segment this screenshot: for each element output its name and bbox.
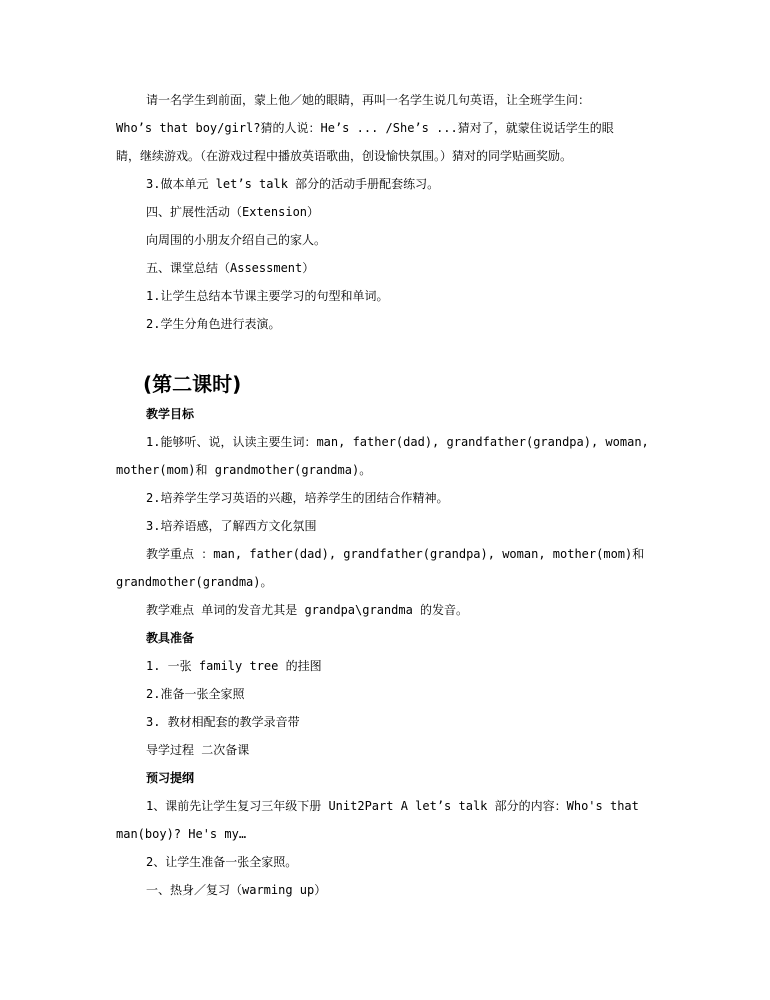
list-item: 3.做本单元 let’s talk 部分的活动手册配套练习。 (146, 177, 440, 191)
list-item: 2.准备一张全家照 (146, 687, 245, 701)
list-item: 1. 一张 family tree 的挂图 (146, 659, 322, 673)
list-item: 3.培养语感，了解西方文化氛围 (146, 519, 317, 533)
paragraph-line: 教学重点 ：man, father(dad), grandfather(grandpa), woman, mother(mom)和 (146, 547, 645, 561)
paragraph-line: mother(mom)和 grandmother(grandma)。 (116, 463, 372, 477)
subheading: 教学目标 (146, 407, 195, 421)
paragraph-line: Who’s that boy/girl?猜的人说：He’s ... /She’s ...猜对了，就蒙住说话学生的眼 (116, 121, 614, 135)
list-item: 1.让学生总结本节课主要学习的句型和单词。 (146, 289, 389, 303)
subheading: 教具准备 (146, 631, 195, 645)
paragraph-line: 导学过程 二次备课 (146, 743, 250, 757)
paragraph-line: man(boy)? He's my… (116, 827, 247, 841)
paragraph-line: 教学难点 单词的发音尤其是 grandpa\grandma 的发音。 (146, 603, 469, 617)
list-item: 1.能够听、说，认读主要生词：man, father(dad), grandfather(grandpa), woman, (146, 435, 649, 449)
list-item: 2.培养学生学习英语的兴趣，培养学生的团结合作精神。 (146, 491, 449, 505)
list-item: 2.学生分角色进行表演。 (146, 317, 281, 331)
paragraph-line: 请一名学生到前面，蒙上他／她的眼睛，再叫一名学生说几句英语，让全班学生问： (146, 93, 591, 107)
section-heading: 五、课堂总结（Assessment） (146, 261, 315, 275)
subheading: 预习提纲 (146, 771, 195, 785)
list-item: 3. 教材相配套的教学录音带 (146, 715, 300, 729)
lesson-title: (第二课时) (143, 372, 242, 396)
list-item: 1、课前先让学生复习三年级下册 Unit2Part A let’s talk 部分的内容：Who's that (146, 799, 639, 813)
paragraph-line: 睛，继续游戏。（在游戏过程中播放英语歌曲，创设愉快氛围。）猜对的同学贴画奖励。 (116, 149, 573, 163)
section-heading: 四、扩展性活动（Extension） (146, 205, 320, 219)
list-item: 2、让学生准备一张全家照。 (146, 855, 298, 869)
paragraph-line: 向周围的小朋友介绍自己的家人。 (146, 233, 327, 247)
section-heading: 一、热身／复习（warming up） (146, 883, 327, 897)
paragraph-line: grandmother(grandma)。 (116, 575, 273, 589)
